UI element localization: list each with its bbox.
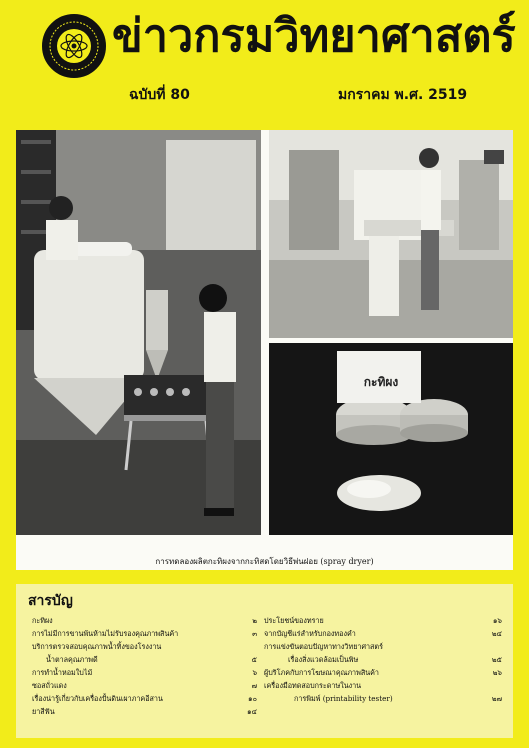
toc-entry-title: การไม่มีการขานพ้นห้ามไม่รับรองคุณภาพสินค้า (32, 629, 179, 638)
toc-entry-title: เรื่องสิ่งแวดล้อมเป็นพิษ (288, 655, 359, 664)
toc-entry (32, 692, 257, 705)
toc-entry-title: น้ำตาลคุณภาพดี (46, 655, 98, 664)
toc-entry-title: เครื่องมือทดสอบกระดาษในงาน (264, 681, 362, 690)
department-seal (42, 14, 106, 78)
laboratory-photo (269, 130, 513, 338)
toc-entry (264, 653, 502, 666)
toc-entry (32, 679, 257, 692)
toc-entry-title: กะทิผง (32, 616, 53, 625)
toc-entry-title: ยาสีฟัน (32, 707, 55, 716)
coconut-powder-photo (269, 343, 513, 535)
contents-title: สารบัญ (28, 593, 73, 609)
newsletter-title: ข่าวกรมวิทยาศาสตร์ (112, 9, 516, 62)
toc-entry-title: การแข่งขันตอบปัญหาทางวิทยาศาสตร์ (264, 642, 383, 651)
toc-entry (264, 666, 502, 679)
toc-entry-title: บริการตรวจสอบคุณภาพน้ำทิ้งของโรงงาน (32, 642, 162, 651)
toc-entry-title: เรื่องน่ารู้เกี่ยวกับเครื่องปั้นดินเผาภาคอีสาน (32, 694, 163, 703)
toc-entry-page: ๗ (251, 681, 257, 690)
toc-entry (264, 614, 502, 627)
photo-caption: การทดลองผลิตกะทิผงจากกะทิสดโดยวิธีพ่นฝอย (spray dryer) (155, 557, 374, 566)
toc-entry (32, 705, 257, 718)
toc-entry-page: ๕ (251, 655, 257, 664)
table-of-contents (16, 584, 513, 738)
toc-entry (32, 614, 257, 627)
toc-entry-title: การทำน้ำหอมใบไม้ (32, 668, 93, 677)
toc-entry-page: ๒ (252, 616, 257, 625)
toc-entry-title: ผู้บริโภคกับการโฆษณาคุณภาพสินค้า (264, 668, 379, 677)
toc-entry-page: ๑๐ (248, 694, 257, 703)
issue-date: มกราคม พ.ศ. 2519 (338, 87, 468, 103)
toc-entry (264, 679, 502, 692)
powder-label: กะทิผง (363, 375, 399, 389)
toc-entry (264, 627, 502, 640)
toc-entry-page: ๒๕ (491, 655, 502, 664)
toc-entry-page: ๑๖ (492, 616, 502, 625)
seal-graphic (44, 16, 104, 76)
toc-entry-page: ๓ (252, 629, 257, 638)
toc-entry-title: จากบัญชีแร่สำหรับกองทองคำ (264, 629, 356, 638)
toc-entry-page: ๒๔ (491, 629, 502, 638)
toc-entry (32, 640, 257, 653)
toc-entry (32, 653, 257, 666)
toc-entry-page: ๒๖ (492, 668, 502, 677)
toc-entry (32, 627, 257, 640)
toc-entry-title: ประโยชน์ของทราย (264, 616, 324, 625)
toc-entry-title: ซอสถั่วแดง (32, 681, 67, 690)
toc-entry (264, 692, 502, 705)
toc-entry-page: ๑๔ (246, 707, 257, 716)
toc-entry-title: การพิมพ์ (printability tester) (294, 694, 393, 703)
toc-entry-page: ๒๗ (491, 694, 502, 703)
toc-entry (32, 666, 257, 679)
photo-panel (16, 130, 513, 570)
spray-dryer-photo (16, 130, 261, 535)
issue-number: ฉบับที่ 80 (129, 87, 190, 103)
toc-left-column (32, 614, 257, 718)
toc-entry-page: ๖ (252, 668, 257, 677)
toc-right-column (264, 614, 502, 705)
toc-entry (264, 640, 502, 653)
